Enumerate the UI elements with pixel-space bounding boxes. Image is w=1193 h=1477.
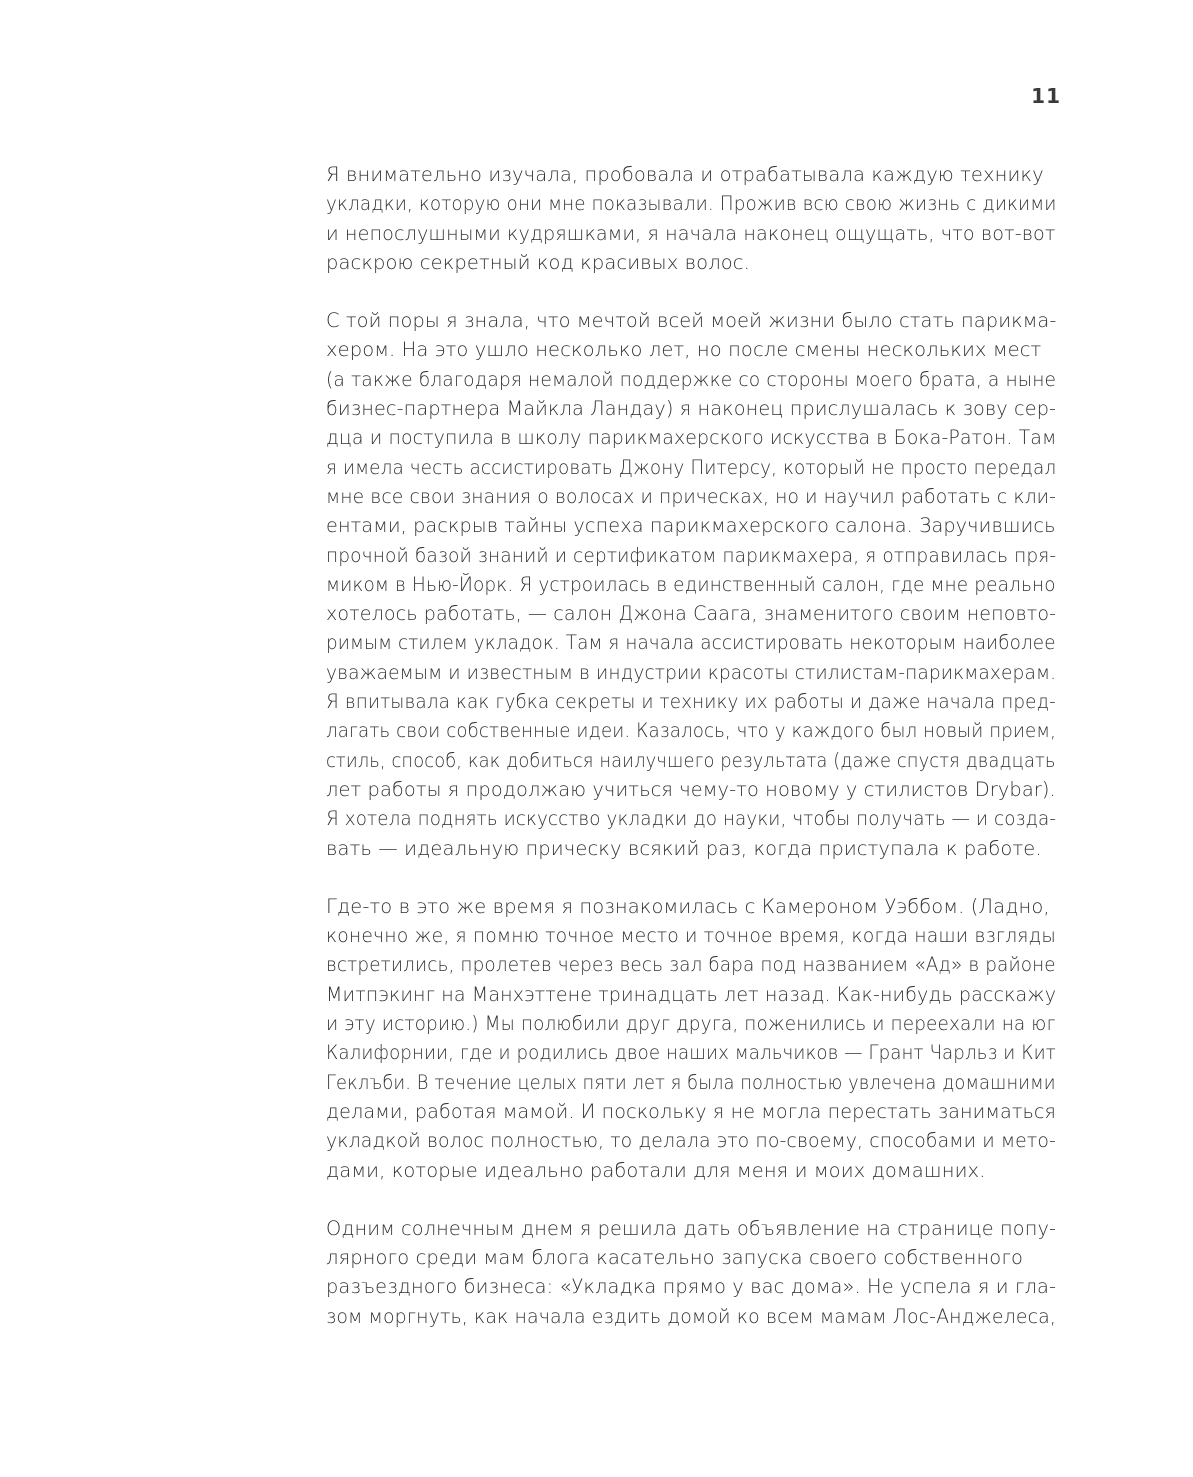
text-line: лярного среди мам блога касательно запуска своего собственного — [326, 1246, 1024, 1270]
text-line: уважаемым и известным в индустрии красоты стилистам-парикмахерам. — [326, 660, 1057, 684]
text-line: Я внимательно изучала, пробовала и отрабатывала каждую технику — [326, 163, 1044, 186]
text-line: лагать свои собственные идеи. Казалось, что у каждого был новый прием, — [326, 719, 1057, 743]
body-text — [326, 160, 1056, 1360]
text-line: прочной базой знаний и сертификатом парикмахера, я отправилась пря- — [326, 543, 1057, 567]
text-line: лет работы я продолжаю учиться чему-то новому у стилистов Drybar). — [326, 777, 1056, 801]
text-line: мне все свои знания о волосах и прическах, но и научил работать с кли- — [326, 484, 1056, 508]
text-line: раскрою секретный код красивых волос. — [326, 250, 750, 274]
paragraph-4 — [326, 1214, 1056, 1331]
text-line: Митпэкинг на Манхэттене тринадцать лет назад. Как-нибудь расскажу — [326, 982, 1057, 1006]
text-line: разъездного бизнеса: «Укладка прямо у вас дома». Не успела я и гла- — [326, 1275, 1057, 1299]
text-line: и непослушными кудряшками, я начала наконец ощущать, что вот-вот — [326, 221, 1056, 245]
text-line: бизнес-партнера Майкла Ландау) я наконец прислушалась к зову сер- — [326, 397, 1057, 421]
text-line: Я хотела поднять искусство укладки до науки, чтобы получать — и созда- — [326, 807, 1057, 831]
text-line: вать — идеальную прическу всякий раз, когда приступала к работе. — [326, 836, 1042, 860]
text-line: римым стилем укладок. Там я начала ассистировать некоторым наиболее — [326, 631, 1056, 655]
text-line: ентами, раскрыв тайны успеха парикмахерского салона. Заручившись — [326, 514, 1056, 538]
page-number: 11 — [1031, 84, 1061, 108]
text-line: зом моргнуть, как начала ездить домой ко всем мамам Лос-Анджелеса, — [326, 1304, 1057, 1328]
paragraph-3 — [326, 892, 1056, 1185]
text-line: Где-то в это же время я познакомилась с Камероном Уэббом. (Ладно, — [326, 894, 1050, 918]
text-line: укладкой волос полностью, то делала это по-своему, способами и мето- — [326, 1129, 1056, 1153]
text-line: Я впитывала как губка секреты и технику их работы и даже начала пред- — [326, 690, 1056, 714]
text-line: укладки, которую они мне показывали. Прожив всю свою жизнь с дикими — [326, 192, 1057, 216]
text-line: стиль, способ, как добиться наилучшего результата (даже спустя двадцать — [326, 748, 1056, 772]
text-line: дца и поступила в школу парикмахерского искусства в Бока-Ратон. Там — [326, 426, 1057, 450]
text-line: Одним солнечным днем я решила дать объявление на странице попу- — [326, 1216, 1057, 1240]
text-line: и эту историю.) Мы полюбили друг друга, поженились и переехали на юг — [326, 1012, 1056, 1036]
text-line: делами, работая мамой. И поскольку я не могла перестать заниматься — [326, 1099, 1056, 1123]
paragraph-2 — [326, 306, 1056, 863]
text-line: конечно же, я помню точное место и точное время, когда наши взгляды — [326, 924, 1056, 948]
text-line: миком в Нью-Йорк. Я устроилась в единственный салон, где мне реально — [326, 572, 1056, 596]
text-line: Калифорнии, где и родились двое наших мальчиков — Грант Чарльз и Кит — [326, 1041, 1056, 1065]
text-line: встретились, пролетев через весь зал бара под названием «Ад» в районе — [326, 953, 1056, 977]
text-line: хером. На это ушло несколько лет, но после смены нескольких мест — [326, 338, 1042, 362]
text-line: С той поры я знала, что мечтой всей моей жизни было стать парикма- — [326, 309, 1057, 333]
paragraph-1 — [326, 160, 1056, 277]
text-line: хотелось работать, — салон Джона Саага, знаменитого своим неповто- — [326, 602, 1057, 626]
text-line: (а также благодаря немалой поддержке со стороны моего брата, а ныне — [326, 367, 1057, 391]
text-line: дами, которые идеально работали для меня и моих домашних. — [326, 1158, 986, 1182]
text-line: я имела честь ассистировать Джону Питерсу, который не просто передал — [326, 455, 1057, 479]
text-line: Геклъби. В течение целых пяти лет я была полностью увлечена домашними — [326, 1070, 1056, 1094]
